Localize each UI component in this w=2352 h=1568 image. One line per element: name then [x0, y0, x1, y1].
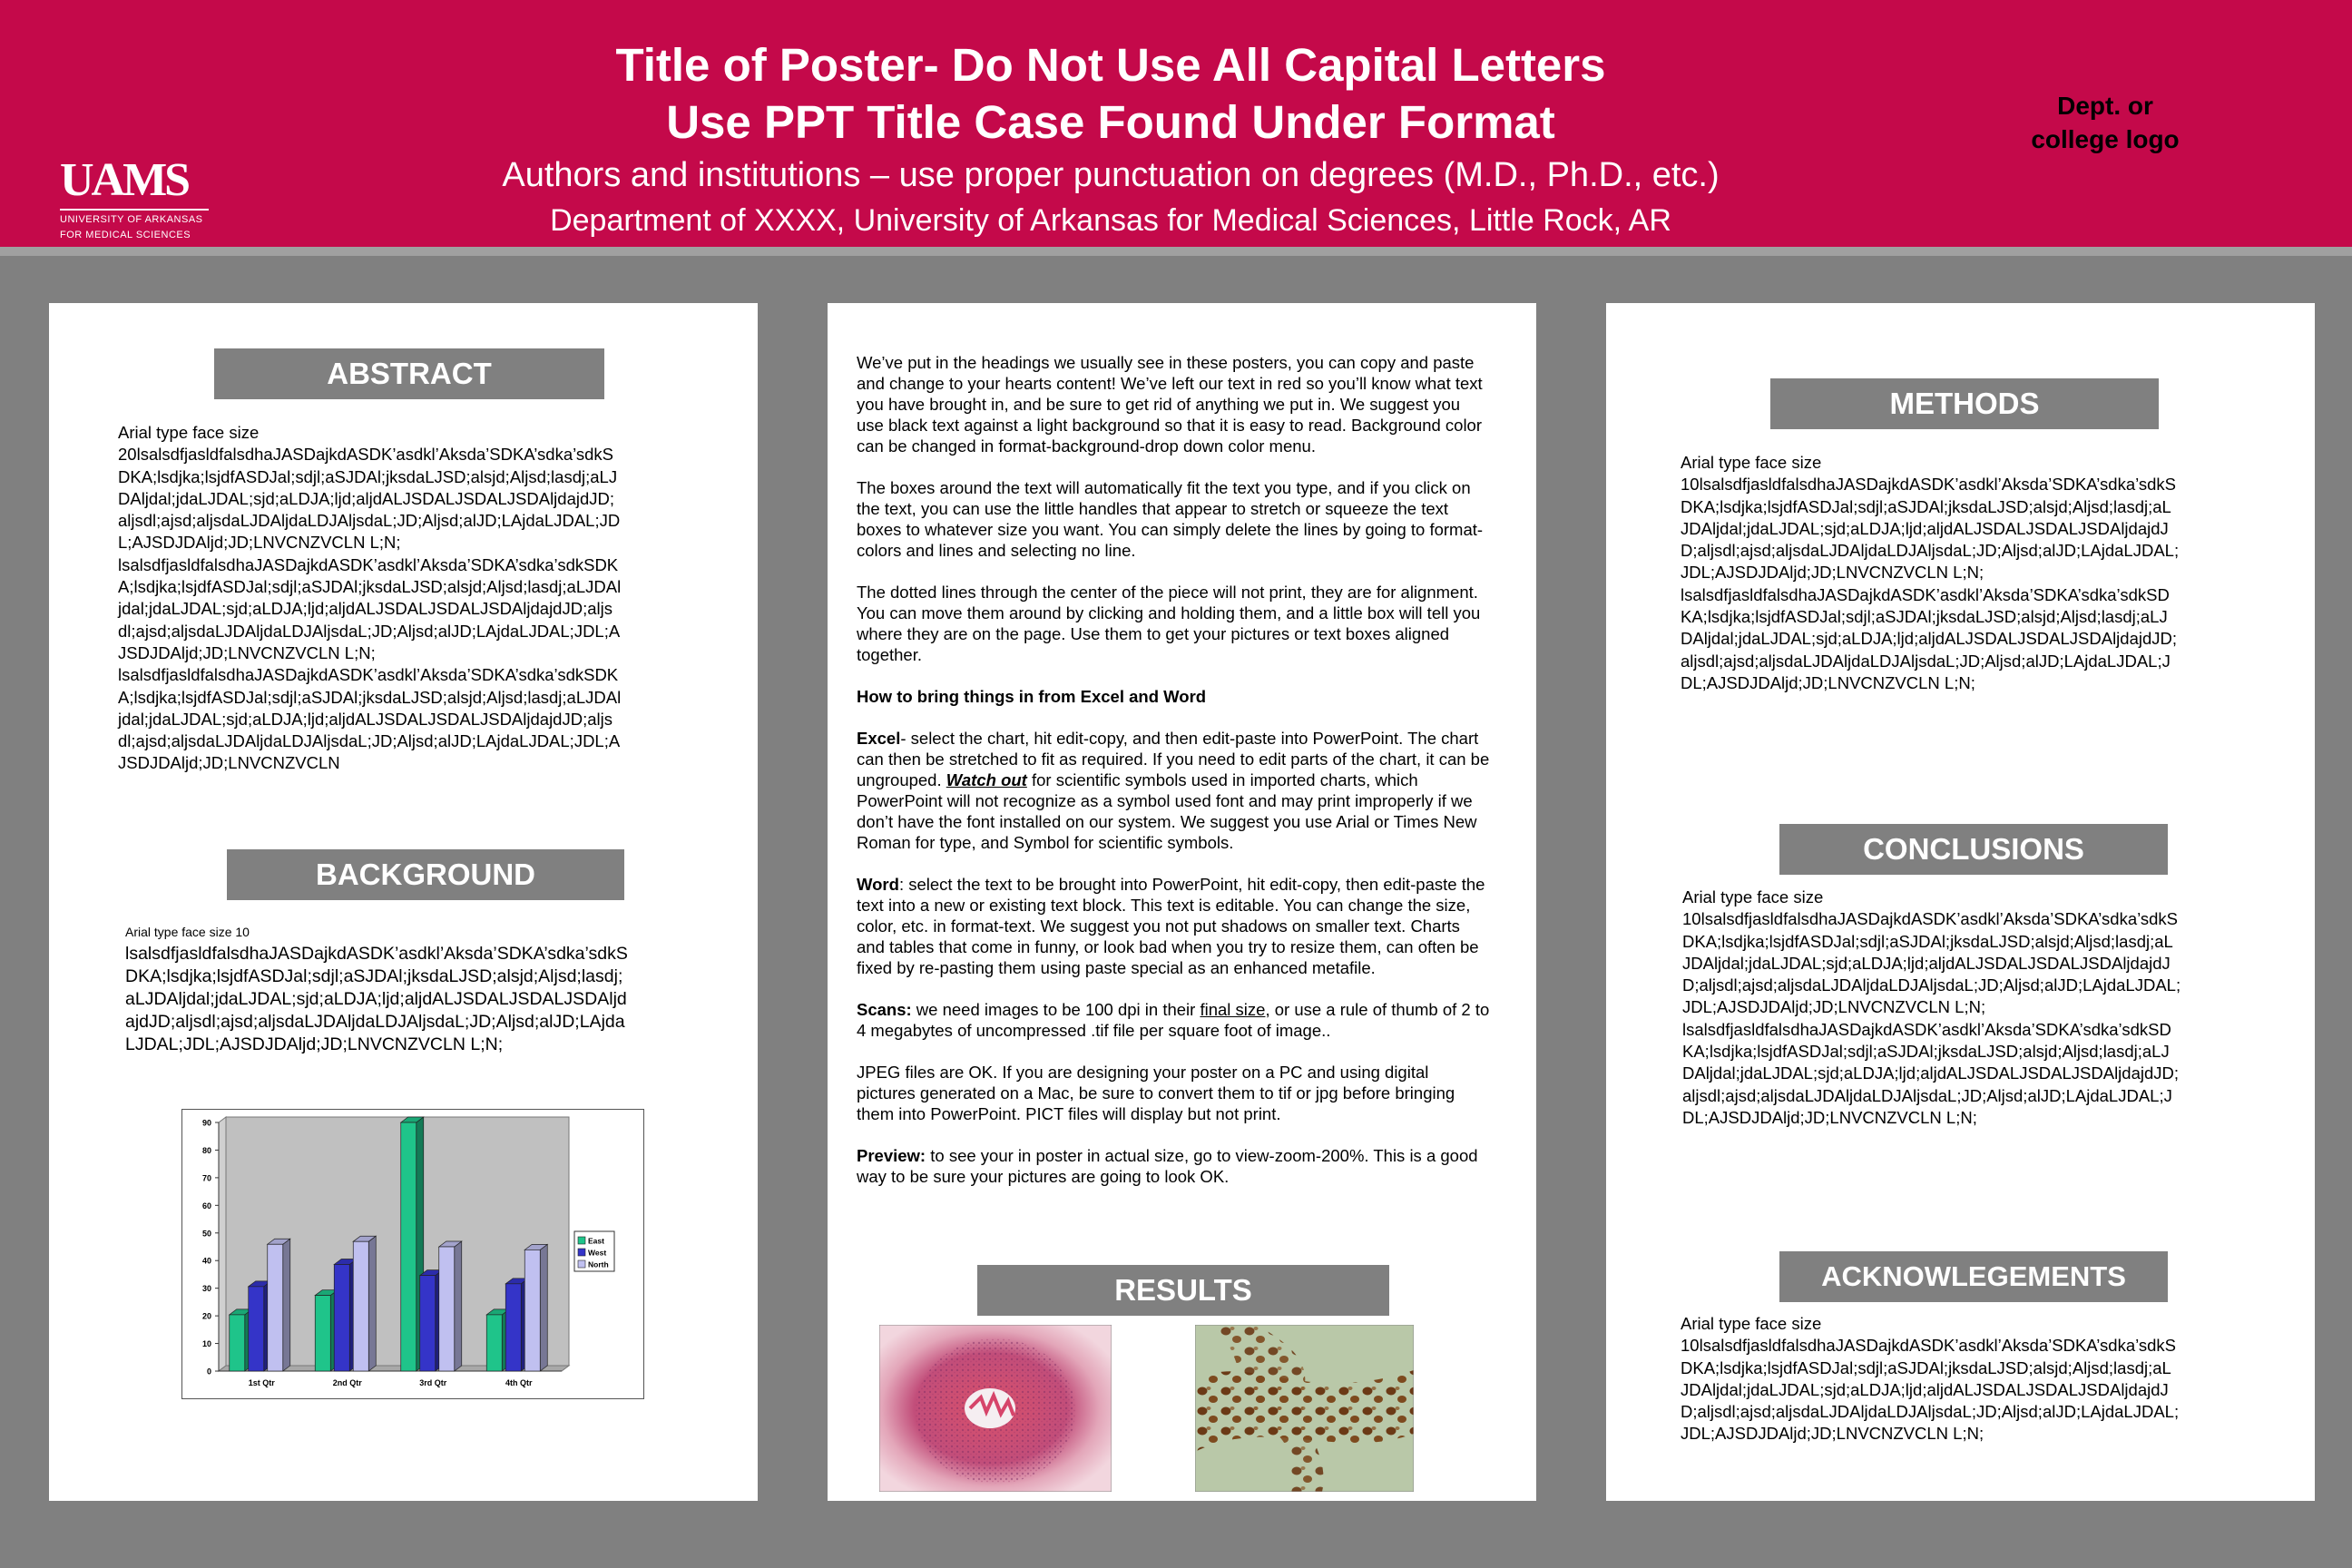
logo-divider — [60, 209, 209, 211]
authors-line: Authors and institutions – use proper punctuation on degrees (M.D., Ph.D., etc.) — [502, 156, 1720, 194]
word-label: Word — [857, 875, 899, 894]
scans-para — [857, 999, 1492, 1041]
instructions-para2: The boxes around the text will automatically fit the text you type, and if you click on the text, you can use the little handles that appear to stretch or squeeze the text boxes to whatever size you want. You can simply delete the lines by going to format-colors and lines and selecting no line. — [857, 478, 1484, 560]
histology-image-1-svg — [879, 1325, 1112, 1492]
preview-label: Preview: — [857, 1146, 926, 1165]
instructions-para1: We’ve put in the headings we usually see in these posters, you can copy and paste and change to your hearts content! We’ve left our text in red so you’ll know what text you have brought in, and be sure to get rid of anything we put in. We suggest you use black text against a light background so that it is easy to read. Background color can be changed in format-background-drop down color menu. — [857, 353, 1483, 456]
y-tick-label: 20 — [201, 1311, 211, 1321]
bar-side — [540, 1244, 547, 1371]
x-tick-label: 3rd Qtr — [419, 1378, 447, 1387]
legend-label-west: West — [588, 1248, 607, 1258]
bar-east-1 — [230, 1315, 245, 1371]
scans-text1: we need images to be 100 dpi in their — [911, 1000, 1200, 1019]
y-tick-label: 10 — [201, 1339, 211, 1349]
abstract-heading: ABSTRACT — [214, 348, 604, 399]
bar-east-4 — [486, 1315, 502, 1371]
acknowledgements-heading: ACKNOWLEGEMENTS — [1779, 1251, 2168, 1302]
excel-para — [857, 728, 1492, 853]
y-tick-label: 80 — [201, 1145, 211, 1155]
bar-north-1 — [268, 1244, 283, 1371]
chart-svg — [182, 1110, 643, 1398]
legend-label-east: East — [588, 1236, 604, 1246]
methods-text: Arial type face size 10lsalsdfjasldfalsdhaJASDajkdASDK’asdkl’Aksda’SDKA’sdka’sdkS DKA;lsdjka;lsjdfASDJal;sdjl;aSJDAl;jksdaLJSD;alsjd;Aljsd;lasdj;aL JDAljdal;jdaLJDAL;sjd;aLDJA;ljd;aljdALJSDALJSDALJSDAljdajdJ D;aljsdl;ajsd;aljsdaLJDAljdaLDJAljsdaL;JD;Aljsd;alJD;LAjdaLJDAL; JDL;AJSDJDAljd;JD;LNVCNZVCLN L;N; lsalsdfjasldfalsdhaJASDajkdASDK’asdkl’Aksda’SDKA’sdka’sdkSD KA;lsdjka;lsjdfASDJal;sdjl;aSJDAl;jksdaLJSD;alsjd;Aljsd;lasdj;aLJ DAljdal;jdaLJDAL;sjd;aLDJA;ljd;aljdALJSDALJSDALJSDAljdajdJD; aljsdl;ajsd;aljsdaLJDAljdaLDJAljsdaL;JD;Aljsd;alJD;LAjdaLJDAL;J DL;AJSDJDAljd;JD;LNVCNZVCLN L;N; — [1681, 453, 2180, 692]
histology-image-2 — [1195, 1325, 1414, 1492]
jpeg-para: JPEG files are OK. If you are designing your poster on a PC and using digital pictures generated on a Mac, be sure to convert them to tif or jpg before bringing them into PowerPoint. PICT files will display but not print. — [857, 1063, 1455, 1123]
bar-north-4 — [524, 1250, 540, 1371]
header-divider — [0, 247, 2352, 256]
dept-logo-line1: Dept. or — [2057, 92, 2153, 120]
bar-west-2 — [334, 1264, 349, 1371]
howto-heading: How to bring things in from Excel and Word — [857, 687, 1207, 706]
x-tick-label: 4th Qtr — [505, 1378, 533, 1387]
background-size-note: Arial type face size 10 — [125, 925, 250, 939]
bar-east-3 — [401, 1122, 416, 1371]
conclusions-heading: CONCLUSIONS — [1779, 824, 2168, 875]
legend-swatch-north — [578, 1260, 585, 1268]
methods-heading: METHODS — [1770, 378, 2159, 429]
x-tick-label: 1st Qtr — [248, 1378, 275, 1387]
right-panel — [1606, 303, 2315, 1501]
poster-title-line2: Use PPT Title Case Found Under Format — [666, 96, 1555, 148]
poster-header — [0, 0, 2352, 247]
legend-label-north: North — [588, 1259, 609, 1269]
histology-image-2-svg — [1195, 1325, 1414, 1492]
bar-west-4 — [505, 1284, 521, 1371]
word-para — [857, 874, 1492, 978]
conclusions-text: Arial type face size 10lsalsdfjasldfalsdhaJASDajkdASDK’asdkl’Aksda’SDKA’sdka’sdkS DKA;lsdjka;lsjdfASDJal;sdjl;aSJDAl;jksdaLJSD;alsjd;Aljsd;lasdj;aL JDAljdal;jdaLJDAL;sjd;aLDJA;ljd;aljdALJSDALJSDALJSDAljdajdJ D;aljsdl;ajsd;aljsdaLJDAljdaLDJAljsdaL;JD;Aljsd;alJD;LAjdaLJDAL; JDL;AJSDJDAljd;JD;LNVCNZVCLN L;N; lsalsdfjasldfalsdhaJASDajkdASDK’asdkl’Aksda’SDKA’sdka’sdkSD KA;lsdjka;lsjdfASDJal;sdjl;aSJDAl;jksdaLJSD;alsjd;Aljsd;lasdj;aLJ DAljdal;jdaLJDAL;sjd;aLDJA;ljd;aljdALJSDALJSDALJSDAljdajdJD; aljsdl;ajsd;aljsdaLJDAljdaLDJAljsdaL;JD;Aljsd;alJD;LAjdaLJDAL;J DL;AJSDJDAljd;JD;LNVCNZVCLN L;N; — [1682, 887, 2181, 1127]
dept-logo-line2: college logo — [2031, 125, 2180, 153]
bar-west-1 — [249, 1287, 264, 1371]
y-tick-label: 0 — [206, 1367, 211, 1377]
background-text: lsalsdfjasldfalsdhaJASDajkdASDK’asdkl’Aksda’SDKA’sdka’sdkS DKA;lsdjka;lsjdfASDJal;sdjl;aSJDAl;jksdaLJSD;alsjd;Aljsd;lasdj; aLJDAljdal;jdaLJDAL;sjd;aLDJA;ljd;aljdALJSDALJSDALJSDAljd ajdJD;aljsdl;ajsd;aljsdaLJDAljdaLDJAljsdaL;JD;Aljsd;alJD;LAjda LJDAL;JDL;AJSDJDAljd;JD;LNVCNZVCLN L;N; — [125, 944, 628, 1054]
acknowledgements-text: Arial type face size 10lsalsdfjasldfalsdhaJASDajkdASDK’asdkl’Aksda’SDKA’sdka’sdkS DKA;lsdjka;lsjdfASDJal;sdjl;aSJDAl;jksdaLJSD;alsjd;Aljsd;lasdj;aL JDAljdal;jdaLJDAL;sjd;aLDJA;ljd;aljdALJSDALJSDALJSDAljdajdJ D;aljsdl;ajsd;aljsdaLJDAljdaLDJAljsdaL;JD;Aljsd;alJD;LAjdaLJDAL; JDL;AJSDJDAljd;JD;LNVCNZVCLN L;N; — [1681, 1314, 2180, 1444]
results-heading: RESULTS — [977, 1265, 1389, 1316]
scans-text2: , or use a rule of thumb of 2 to 4 megabytes of uncompressed .tif file per square foot of image.. — [857, 1000, 1490, 1040]
y-tick-label: 70 — [201, 1173, 211, 1183]
legend-swatch-east — [578, 1237, 585, 1244]
bar-north-3 — [439, 1247, 455, 1371]
y-tick-label: 40 — [201, 1256, 211, 1266]
uams-logo-sub2: FOR MEDICAL SCIENCES — [60, 230, 191, 240]
excel-text1: - select the chart, hit edit-copy, and then edit-paste into PowerPoint. The chart can then be stretched to fit as required. If you need to edit parts of the chart, it can be ungrouped. — [857, 729, 1490, 789]
legend-swatch-west — [578, 1249, 585, 1256]
excel-text2: for scientific symbols used in imported charts, which PowerPoint will not recognize as a symbol used font and may print improperly if we don’t have the font installed on our system. We suggest you use Arial or Times New Roman for type, and Symbol for scientific symbols. — [857, 770, 1477, 852]
poster-title-line1: Title of Poster- Do Not Use All Capital Letters — [615, 39, 1606, 91]
abstract-text: Arial type face size 20lsalsdfjasldfalsdhaJASDajkdASDK’asdkl’Aksda’SDKA’sdka’sdkS DKA;lsdjka;lsjdfASDJal;sdjl;aSJDAl;jksdaLJSD;alsjd;Aljsd;lasdj;aLJ DAljdal;jdaLJDAL;sjd;aLDJA;ljd;aljdALJSDALJSDALJSDAljdajdJD; aljsdl;ajsd;aljsdaLJDAljdaLDJAljsdaL;JD;Aljsd;alJD;LAjdaLJDAL;JD L;AJSDJDAljd;JD;LNVCNZVCLN L;N; lsalsdfjasldfalsdhaJASDajkdASDK’asdkl’Aksda’SDKA’sdka’sdkSDK A;lsdjka;lsjdfASDJal;sdjl;aSJDAl;jksdaLJSD;alsjd;Aljsd;lasdj;aLJDAl jdal;jdaLJDAL;sjd;aLDJA;ljd;aljdALJSDALJSDALJSDAljdajdJD;aljs dl;ajsd;aljsdaLJDAljdaLDJAljsdaL;JD;Aljsd;alJD;LAjdaLJDAL;JDL;A JSDJDAljd;JD;LNVCNZVCLN L;N; lsalsdfjasldfalsdhaJASDajkdASDK’asdkl’Aksda’SDKA’sdka’sdkSDK A;lsdjka;lsjdfASDJal;sdjl;aSJDAl;jksdaLJSD;alsjd;Aljsd;lasdj;aLJDAl jdal;jdaLJDAL;sjd;aLDJA;ljd;aljdALJSDALJSDALJSDAljdajdJD;aljs dl;ajsd;aljsdaLJDAljdaLDJAljsdaL;JD;Aljsd;alJD;LAjdaLJDAL;JDL;A JSDJDAljd;JD;LNVCNZVCLN — [118, 423, 622, 773]
bar-side — [283, 1239, 290, 1371]
scans-final-size: final size — [1200, 1000, 1266, 1019]
y-tick-label: 90 — [201, 1118, 211, 1128]
department-line: Department of XXXX, University of Arkansas for Medical Sciences, Little Rock, AR — [550, 203, 1671, 238]
middle-panel — [828, 303, 1536, 1501]
chart-side-wall — [219, 1117, 226, 1371]
bar-side — [455, 1241, 462, 1371]
histology-image-1 — [879, 1325, 1112, 1492]
excel-watchout: Watch out — [946, 770, 1027, 789]
bar-north-2 — [353, 1241, 368, 1371]
y-tick-label: 50 — [201, 1229, 211, 1239]
preview-text: to see your in poster in actual size, go to view-zoom-200%. This is a good way to be sure your pictures are going to look OK. — [857, 1146, 1478, 1186]
bar-west-3 — [420, 1276, 436, 1371]
uams-logo — [60, 156, 223, 241]
results-bar-chart — [181, 1109, 644, 1399]
dept-logo-placeholder — [1996, 89, 2214, 156]
bar-side — [368, 1236, 376, 1371]
x-tick-label: 2nd Qtr — [332, 1378, 362, 1387]
preview-para — [857, 1145, 1492, 1187]
scans-label: Scans: — [857, 1000, 912, 1019]
word-text: : select the text to be brought into PowerPoint, hit edit-copy, then edit-paste the text into a new or existing text block. This text is editable. You can change the size, color, etc. in format-text. We suggest you not put shadows on smaller text. Charts and tables that come in funny, or look bad when you try to resize them, can often be fixed by re-pasting them using paste special as an enhanced metafile. — [857, 875, 1485, 977]
y-tick-label: 30 — [201, 1284, 211, 1294]
instructions-para3: The dotted lines through the center of the piece will not print, they are for alignment. You can move them around by clicking and holding them, and a little box will tell you where they are on the page. Use them to get your pictures or text boxes aligned together. — [857, 583, 1481, 664]
y-tick-label: 60 — [201, 1200, 211, 1210]
uams-logo-text: UAMS — [60, 154, 189, 206]
bar-east-2 — [315, 1296, 330, 1371]
background-heading: BACKGROUND — [227, 849, 624, 900]
excel-label: Excel — [857, 729, 901, 748]
instructions-text — [857, 352, 1492, 1208]
uams-logo-sub1: UNIVERSITY OF ARKANSAS — [60, 214, 203, 225]
